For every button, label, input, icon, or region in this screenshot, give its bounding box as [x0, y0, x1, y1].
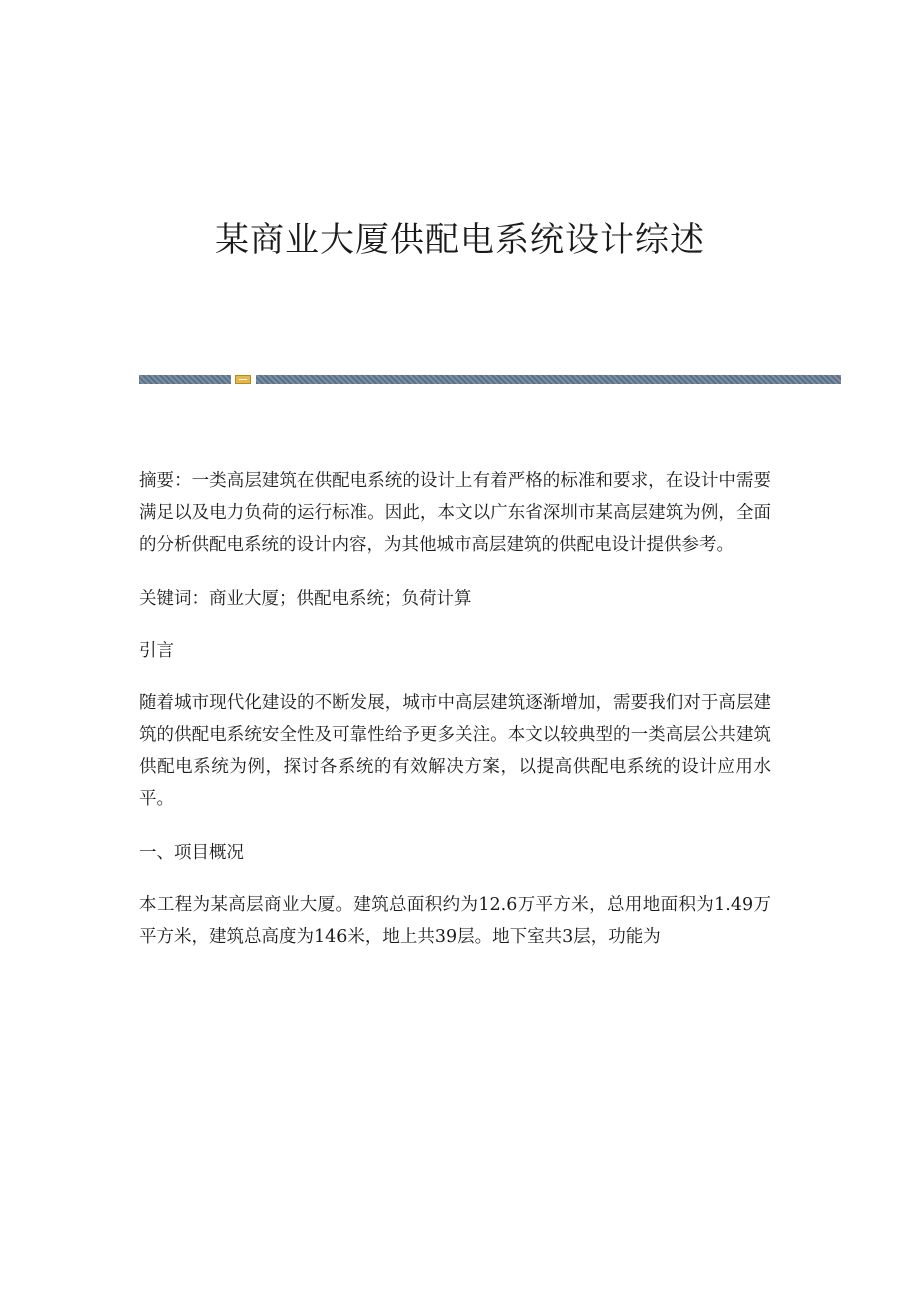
- document-body: [139, 465, 771, 975]
- keywords-paragraph: 关键词：商业大厦；供配电系统；负荷计算: [139, 589, 472, 609]
- divider-ornament-icon: [235, 375, 251, 384]
- introduction-paragraph: 随着城市现代化建设的不断发展，城市中高层建筑逐渐增加，需要我们对于高层建筑的供配电系统安全性及可靠性给予更多关注。本文以较典型的一类高层公共建筑供配电系统为例，探讨各系统的有效解决方案，以提高供配电系统的设计应用水平。: [139, 693, 771, 809]
- abstract-paragraph: 摘要：一类高层建筑在供配电系统的设计上有着严格的标准和要求，在设计中需要满足以及电力负荷的运行标准。因此，本文以广东省深圳市某高层建筑为例，全面的分析供配电系统的设计内容，为其他城市高层建筑的供配电设计提供参考。: [139, 471, 771, 555]
- divider-bar-right: [256, 375, 841, 384]
- section-heading-introduction: 引言: [139, 641, 174, 661]
- project-overview-paragraph: 本工程为某高层商业大厦。建筑总面积约为12.6万平方米，总用地面积为1.49万平方米，建筑总高度为146米，地上共39层。地下室共3层，功能为: [139, 895, 771, 947]
- document-title: 某商业大厦供配电系统设计综述: [215, 220, 705, 260]
- divider-bar-left: [139, 375, 231, 384]
- title-divider: [139, 375, 841, 384]
- section-heading-project-overview: 一、项目概况: [139, 843, 244, 863]
